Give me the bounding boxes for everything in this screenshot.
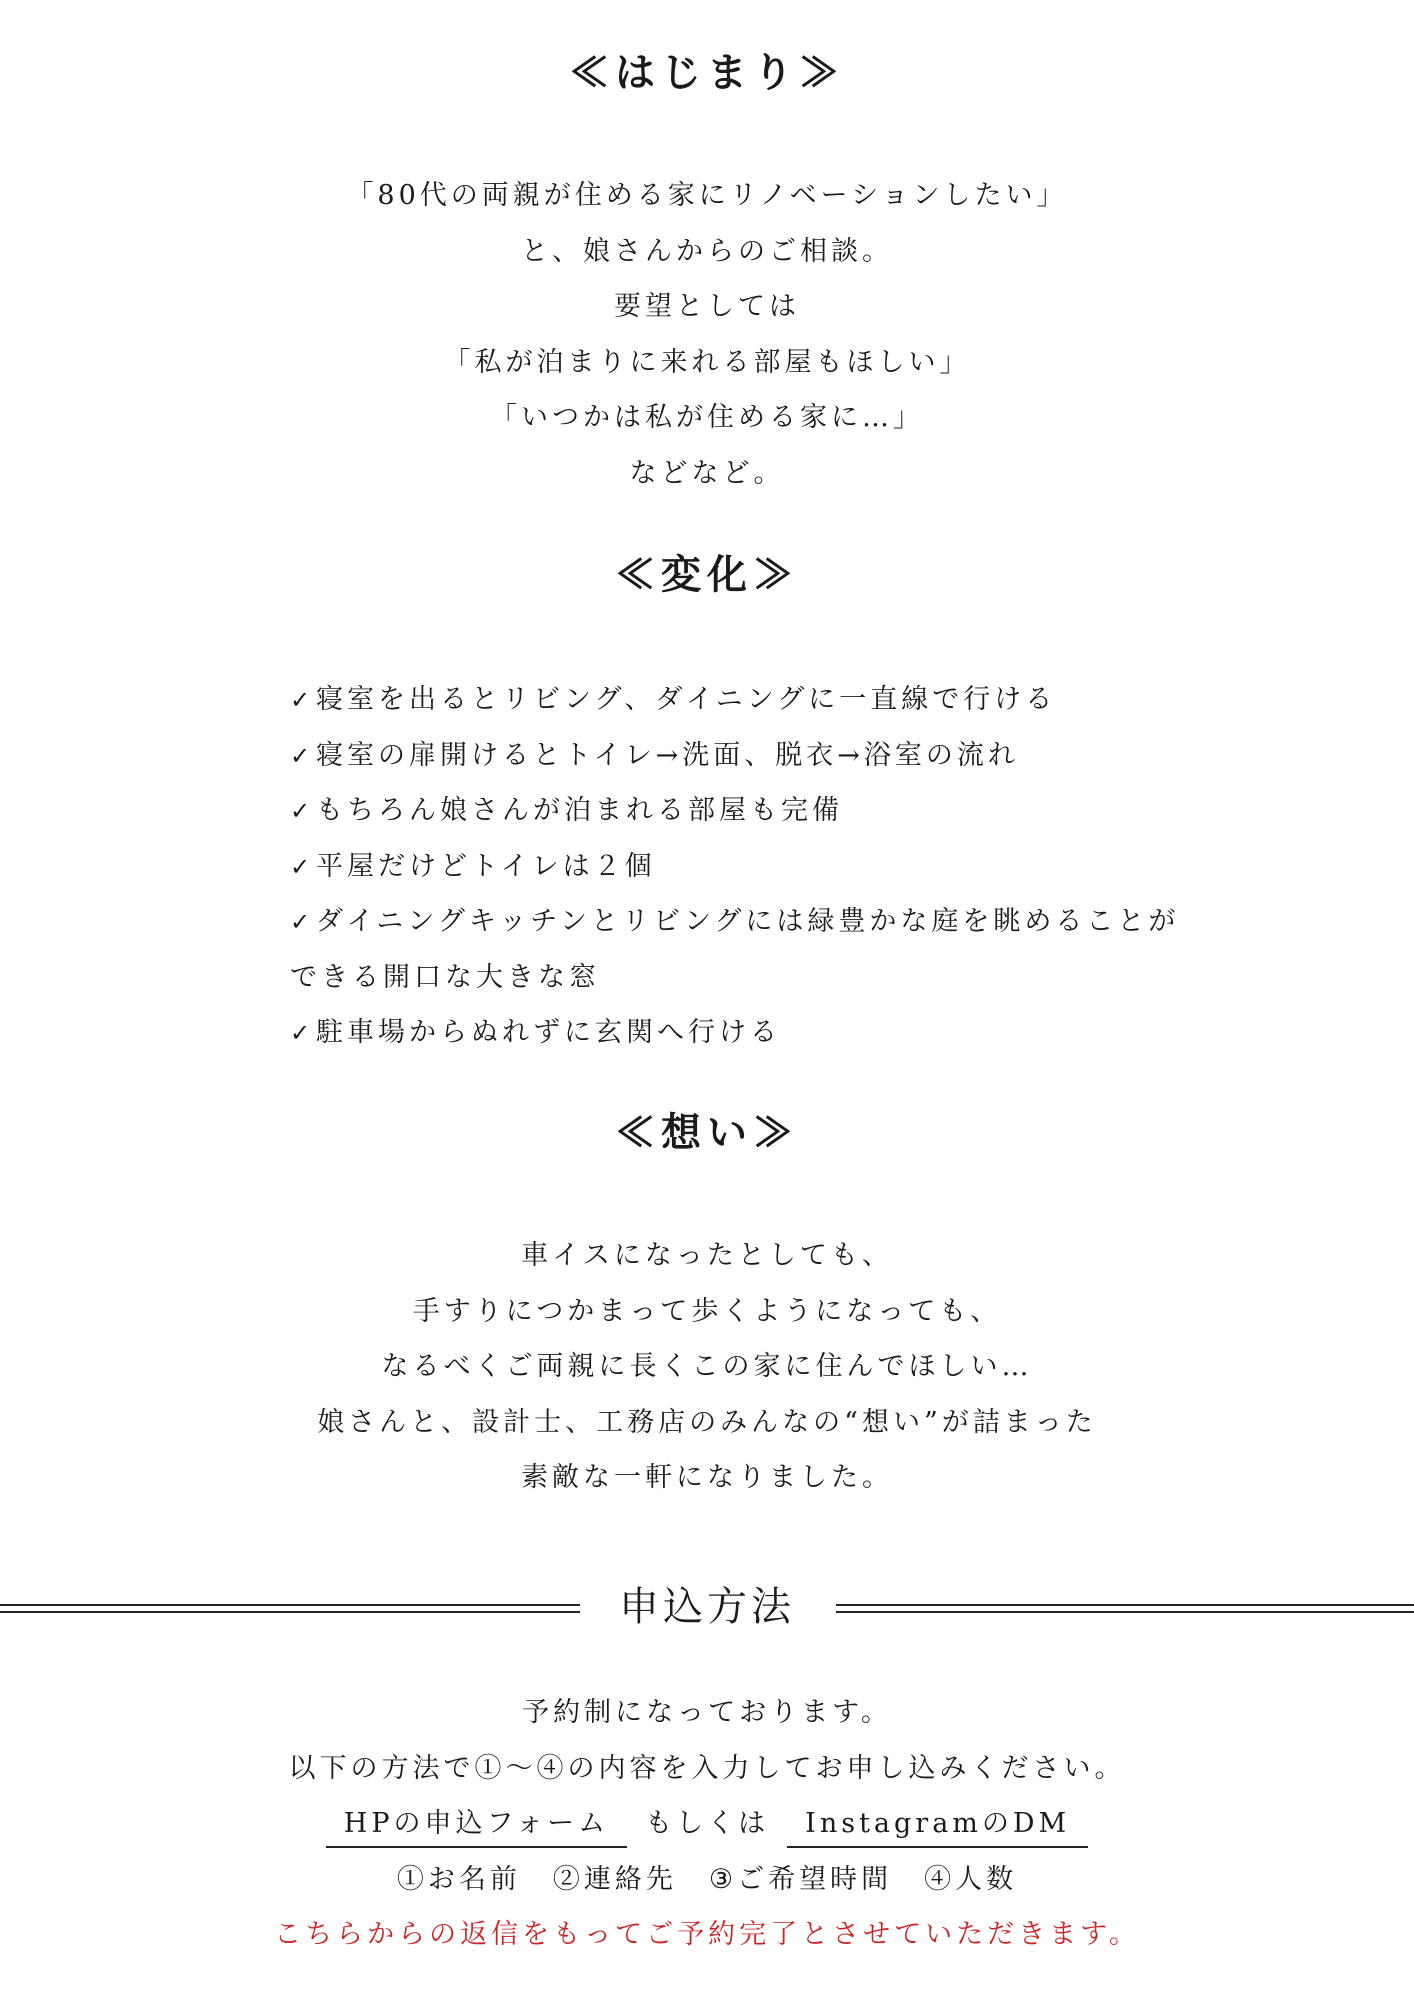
section-apply [0,1585,1414,1963]
list-item-text: 平屋だけどトイレは２個 [316,850,656,882]
apply-methods [0,1796,1414,1852]
list-item-text: ダイニングキッチンとリビングには緑豊かな庭を眺めることが [316,906,1180,937]
instagram-dm-link[interactable]: InstagramのDM [787,1802,1088,1848]
heading-start: ≪はじまり≫ [569,49,845,96]
check-icon: ✓ [290,797,315,825]
check-icon: ✓ [290,908,315,936]
check-icon: ✓ [290,741,315,770]
check-icon: ✓ [290,1019,315,1047]
start-text [0,168,1414,501]
text-line: 要望としては [614,291,800,322]
list-item [290,672,1414,728]
list-item-text: もちろん娘さんが泊まれる部屋も完備 [316,795,843,826]
heading-apply: 申込方法 [619,1584,795,1630]
list-item [290,894,1414,950]
text-line: 素敵な一軒になりました。 [521,1462,893,1493]
or-text: もしくは [645,1808,770,1839]
section-thoughts [0,1108,1414,1506]
hp-form-link[interactable]: HPの申込フォーム [326,1802,627,1848]
list-item [290,839,1414,895]
text-line: 予約制になっております。 [522,1697,892,1728]
apply-text [0,1685,1414,1963]
check-icon: ✓ [290,686,315,714]
heading-thoughts: ≪想い≫ [615,1109,799,1156]
section-change [0,550,1414,1061]
text-line: 以下の方法で①〜④の内容を入力してお申し込みください。 [288,1752,1126,1784]
text-line: 娘さんと、設計士、工務店のみんなの“想い”が詰まった [317,1406,1097,1438]
item-time: ③ご希望時間 [708,1863,893,1895]
heading-change: ≪変化≫ [615,551,799,598]
text-line: 「いつかは私が住める家に…」 [490,402,924,433]
item-contact: ②連絡先 [552,1863,677,1895]
list-item [290,1005,1414,1061]
text-line: などなど。 [629,457,785,489]
double-rule-right [836,1604,1414,1613]
item-name: ①お名前 [396,1863,521,1895]
list-item [290,783,1414,839]
check-icon: ✓ [290,852,315,881]
list-item-text: 駐車場からぬれずに玄関へ行ける [316,1017,781,1048]
list-item-text: 寝室を出るとリビング、ダイニングに一直線で行ける [316,684,1057,715]
list-item-continuation: できる開口な大きな窓 [290,961,600,993]
text-line: 手すりにつかまって歩くようになっても、 [412,1295,1002,1327]
thoughts-text [0,1228,1414,1506]
text-line: 「80代の両親が住める家にリノベーションしたい」 [346,180,1068,211]
required-items [0,1852,1414,1908]
change-list [290,672,1414,1061]
apply-header [0,1585,1414,1645]
item-people: ④人数 [924,1863,1018,1895]
list-item [290,728,1414,784]
text-line: 車イスになったとしても、 [521,1240,893,1271]
text-line: と、娘さんからのご相談。 [521,235,893,267]
section-start [0,48,1414,501]
confirmation-notice: こちらからの返信をもってご予約完了とさせていただきます。 [274,1919,1140,1950]
text-line: 「私が泊まりに来れる部屋もほしい」 [443,346,971,378]
list-item-text: 寝室の扉開けるとトイレ→洗面、脱衣→浴室の流れ [316,739,1019,771]
text-line: なるべくご両親に長くこの家に住んでほしい… [381,1351,1033,1382]
